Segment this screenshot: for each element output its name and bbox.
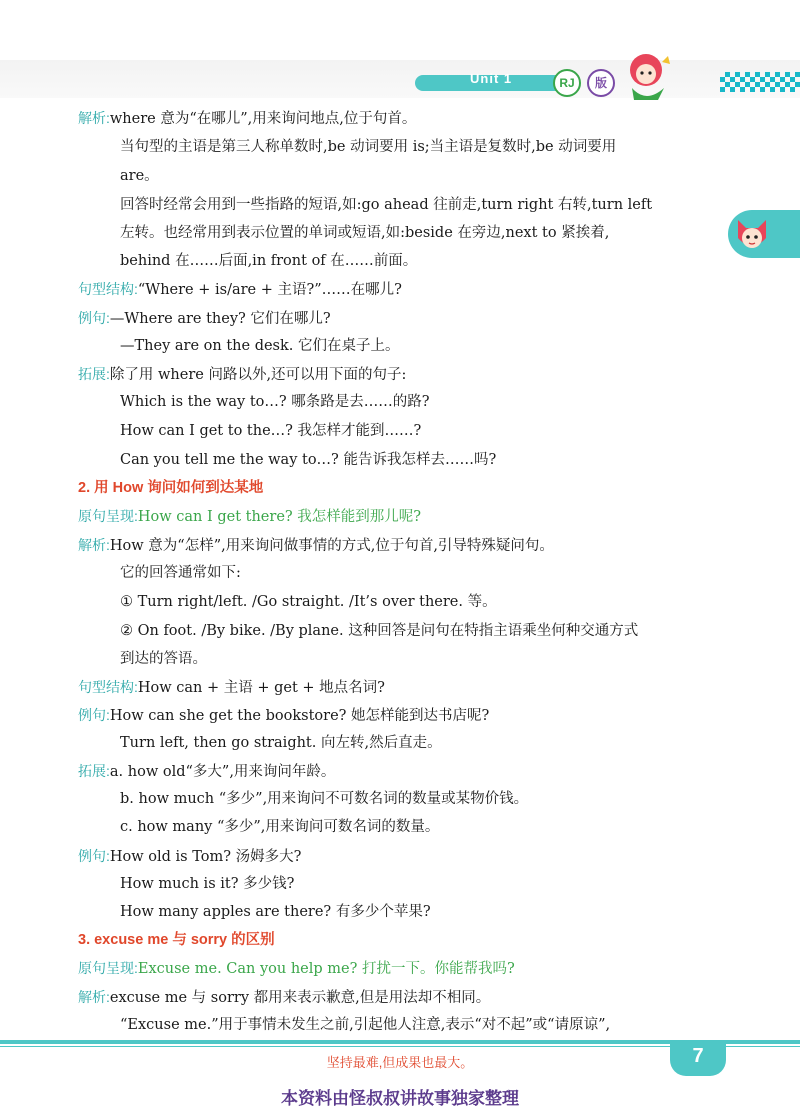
extension-line bbox=[78, 364, 406, 385]
extension-item: c. how many “多少”,用来询问可数名词的数量。 bbox=[120, 819, 440, 835]
section-heading: 2. 用 How 询问如何到达某地 bbox=[78, 480, 264, 496]
structure-line bbox=[78, 279, 402, 300]
text-line: 它的回答通常如下: bbox=[120, 565, 241, 581]
footer-credit: 本资料由怪叔叔讲故事独家整理 bbox=[281, 1089, 519, 1108]
jiexi-label: 解析: bbox=[78, 110, 110, 126]
jiexi-text: where 意为“在哪儿”,用来询问地点,位于句首。 bbox=[109, 111, 417, 127]
original-sentence-line bbox=[78, 506, 421, 527]
unit-label: Unit 1 bbox=[470, 71, 513, 86]
checker-pattern bbox=[720, 72, 800, 92]
structure-label: 句型结构: bbox=[78, 281, 138, 297]
text-line: behind 在……后面,in front of 在……前面。 bbox=[120, 253, 418, 269]
extension-text: a. how old“多大”,用来询问年龄。 bbox=[109, 764, 336, 780]
extension-item: How can I get to the…? 我怎样才能到……? bbox=[120, 423, 422, 439]
example-line bbox=[78, 846, 301, 867]
edition-badge-rj: RJ bbox=[553, 69, 581, 97]
jiexi-line bbox=[78, 535, 554, 556]
example-line: How many apples are there? 有多少个苹果? bbox=[120, 904, 431, 920]
original-label: 原句呈现: bbox=[78, 960, 138, 976]
fox-mascot-icon bbox=[734, 214, 770, 254]
extension-label: 拓展: bbox=[78, 366, 110, 382]
structure-text: “Where + is/are + 主语?”……在哪儿? bbox=[137, 282, 402, 298]
extension-item: b. how much “多少”,用来询问不可数名词的数量或某物价钱。 bbox=[120, 791, 529, 807]
example-label: 例句: bbox=[78, 848, 110, 864]
jiexi-text: excuse me 与 sorry 都用来表示歉意,但是用法却不相同。 bbox=[109, 990, 491, 1006]
original-text: How can I get there? 我怎样能到那儿呢? bbox=[137, 509, 422, 525]
structure-label: 句型结构: bbox=[78, 679, 138, 695]
example-label: 例句: bbox=[78, 310, 110, 326]
text-line: 当句型的主语是第三人称单数时,be 动词要用 is;当主语是复数时,be 动词要用 bbox=[120, 139, 617, 155]
example-text: —Where are they? 它们在哪儿? bbox=[109, 311, 331, 327]
extension-item: Which is the way to…? 哪条路是去……的路? bbox=[120, 394, 430, 410]
text-line: 左转。也经常用到表示位置的单词或短语,如:beside 在旁边,next to 紧挨着, bbox=[120, 225, 610, 241]
header-band bbox=[0, 60, 800, 98]
edition-badge-ban: 版 bbox=[587, 69, 615, 97]
page-header bbox=[0, 0, 800, 105]
extension-item: Can you tell me the way to…? 能告诉我怎样去……吗? bbox=[120, 452, 497, 468]
extension-label: 拓展: bbox=[78, 763, 110, 779]
text-line: are。 bbox=[120, 168, 159, 184]
footer-motto: 坚持最难,但成果也最大。 bbox=[326, 1055, 474, 1070]
jiexi-line bbox=[78, 108, 416, 129]
example-line bbox=[78, 308, 331, 329]
structure-line bbox=[78, 677, 385, 698]
example-text: How can she get the bookstore? 她怎样能到达书店呢? bbox=[109, 708, 490, 724]
mascot-girl-icon bbox=[618, 48, 678, 104]
text-line: 回答时经常会用到一些指路的短语,如:go ahead 往前走,turn right 右转,turn left bbox=[120, 197, 653, 213]
extension-line bbox=[78, 761, 335, 782]
example-line: Turn left, then go straight. 向左转,然后直走。 bbox=[120, 735, 442, 751]
text-line: “Excuse me.”用于事情未发生之前,引起他人注意,表示“对不起”或“请原谅”, bbox=[120, 1017, 611, 1033]
jiexi-line bbox=[78, 987, 490, 1008]
original-text: Excuse me. Can you help me? 打扰一下。你能帮我吗? bbox=[137, 961, 515, 977]
structure-text: How can + 主语 + get + 地点名词? bbox=[137, 680, 385, 696]
example-label: 例句: bbox=[78, 707, 110, 723]
example-line: —They are on the desk. 它们在桌子上。 bbox=[120, 338, 400, 354]
jiexi-text: How 意为“怎样”,用来询问做事情的方式,位于句首,引导特殊疑问句。 bbox=[109, 538, 554, 554]
original-label: 原句呈现: bbox=[78, 508, 138, 524]
example-line bbox=[78, 705, 489, 726]
jiexi-label: 解析: bbox=[78, 537, 110, 553]
text-line: 到达的答语。 bbox=[120, 651, 207, 667]
text-line: ② On foot. /By bike. /By plane. 这种回答是问句在特指主语乘坐何种交通方式 bbox=[120, 623, 639, 639]
page-number: 7 bbox=[692, 1045, 704, 1067]
extension-text: 除了用 where 问路以外,还可以用下面的句子: bbox=[109, 367, 407, 383]
example-line: How much is it? 多少钱? bbox=[120, 876, 295, 892]
jiexi-label: 解析: bbox=[78, 989, 110, 1005]
text-line: ① Turn right/left. /Go straight. /It’s over there. 等。 bbox=[120, 594, 497, 610]
example-text: How old is Tom? 汤姆多大? bbox=[109, 849, 302, 865]
section-heading: 3. excuse me 与 sorry 的区别 bbox=[78, 932, 275, 948]
original-sentence-line bbox=[78, 958, 515, 979]
